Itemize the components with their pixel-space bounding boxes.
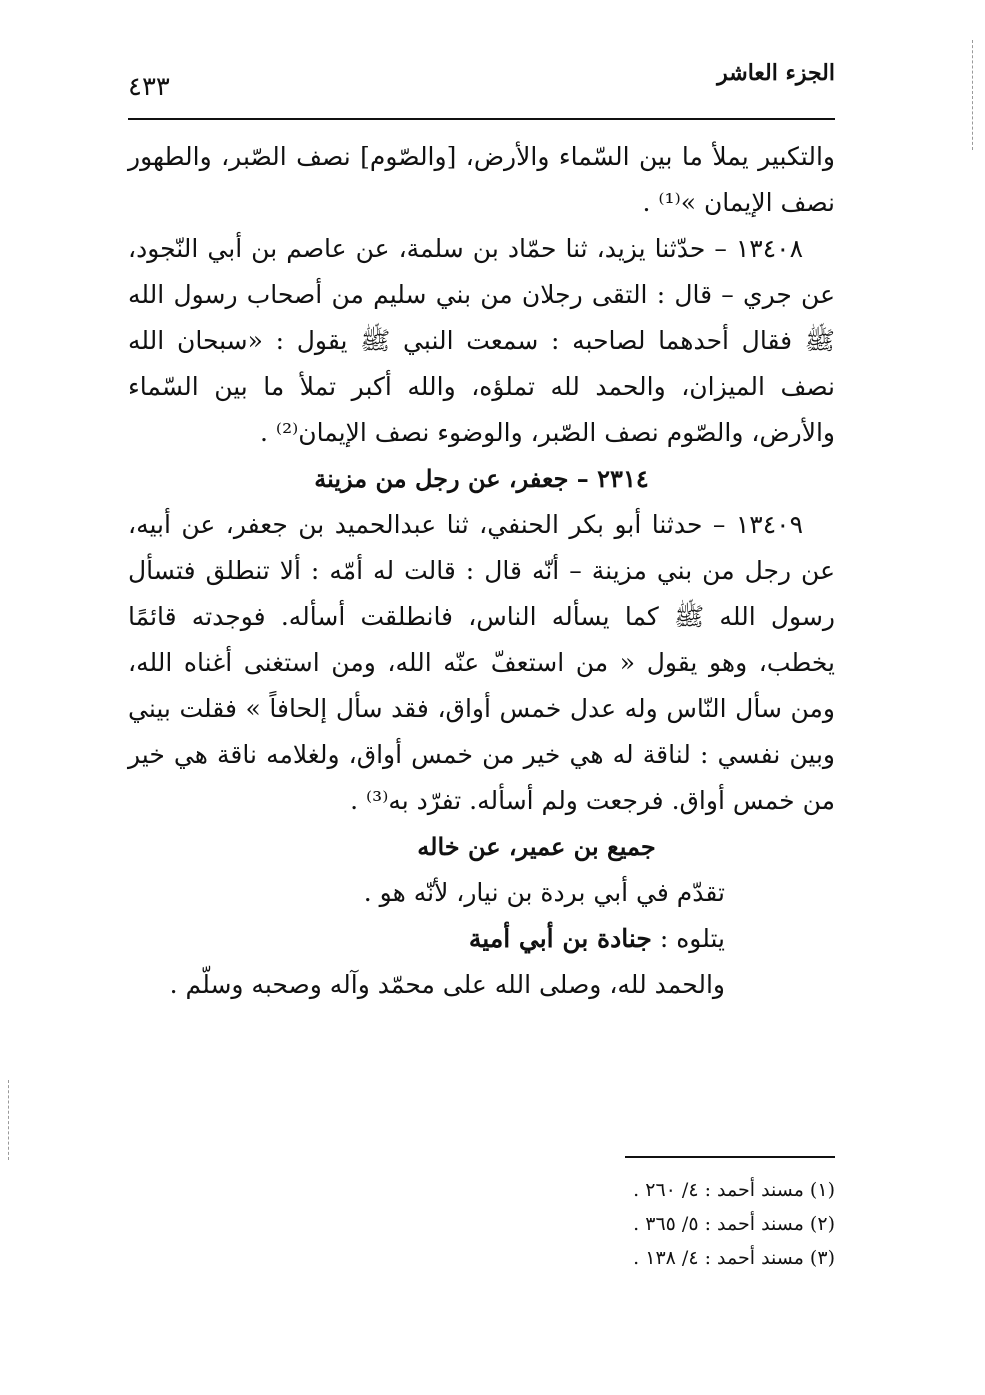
footnote: (٣) مسند أحمد : ٤/ ١٣٨ . [633, 1247, 835, 1269]
running-title: الجزء العاشر [717, 60, 835, 86]
subsection-heading: جميع بن عمير، عن خاله [417, 832, 656, 861]
hadith-paragraph: ١٣٤٠٨ – حدّثنا يزيد، ثنا حمّاد بن سلمة، عن عاصم بن أبي النّجود، عن جري – قال : التقى رجلان من بني سليم من أصحاب رسول الله ﷺ فقال أحدهما لصاحبه : سمعت النبي ﷺ يقول : «سبحان الله نصف الميزان، والحمد لله تملؤه، والله أكبر تملأ ما بين السّماء والأرض، والصّوم نصف الصّبر، والوضوء نصف الإيمان⁽²⁾ . [128, 234, 835, 447]
page-body [128, 134, 835, 1008]
continuation-label: يتلوه : [659, 924, 725, 953]
scan-margin-mark [8, 1080, 9, 1160]
continuation-name: جنادة بن أبي أمية [468, 924, 652, 953]
footnotes [560, 1173, 835, 1275]
footnote-rule [625, 1156, 835, 1158]
page-number: ٤٣٣ [128, 72, 170, 102]
page-header [128, 56, 835, 112]
header-rule [128, 118, 835, 120]
section-heading: ٢٣١٤ – جعفر، عن رجل من مزينة [314, 464, 649, 493]
footnote: (١) مسند أحمد : ٤/ ٢٦٠ . [633, 1179, 835, 1201]
footnote: (٢) مسند أحمد : ٥/ ٣٦٥ . [633, 1213, 835, 1235]
scan-margin-mark [972, 40, 973, 150]
hadith-paragraph: ١٣٤٠٩ – حدثنا أبو بكر الحنفي، ثنا عبدالحميد بن جعفر، عن أبيه، عن رجل من بني مزينة – أنّه قال : قالت له أمّه : ألا تنطلق فتسأل رسول الله ﷺ كما يسأله الناس، فانطلقت أسأله. فوجدته قائمًا يخطب، وهو يقول « من استعفّ عنّه الله، ومن استغنى أغناه الله، ومن سأل النّاس وله عدل خمس أواق، فقد سأل إلحافاً » فقلت بيني وبين نفسي : لناقة له هي خير من خمس أواق، ولغلامه ناقة هي خير من خمس أواق. فرجعت ولم أسأله. تفرّد به⁽³⁾ . [128, 510, 835, 815]
closing-line: والحمد لله، وصلى الله على محمّد وآله وصحبه وسلّم . [169, 970, 725, 999]
paragraph: والتكبير يملأ ما بين السّماء والأرض، [والصّوم] نصف الصّبر، والطهور نصف الإيمان »⁽¹⁾ . [128, 142, 835, 217]
continuation-note [128, 916, 835, 962]
cross-reference-note: تقدّم في أبي بردة بن نيار، لأنّه هو . [363, 878, 725, 907]
